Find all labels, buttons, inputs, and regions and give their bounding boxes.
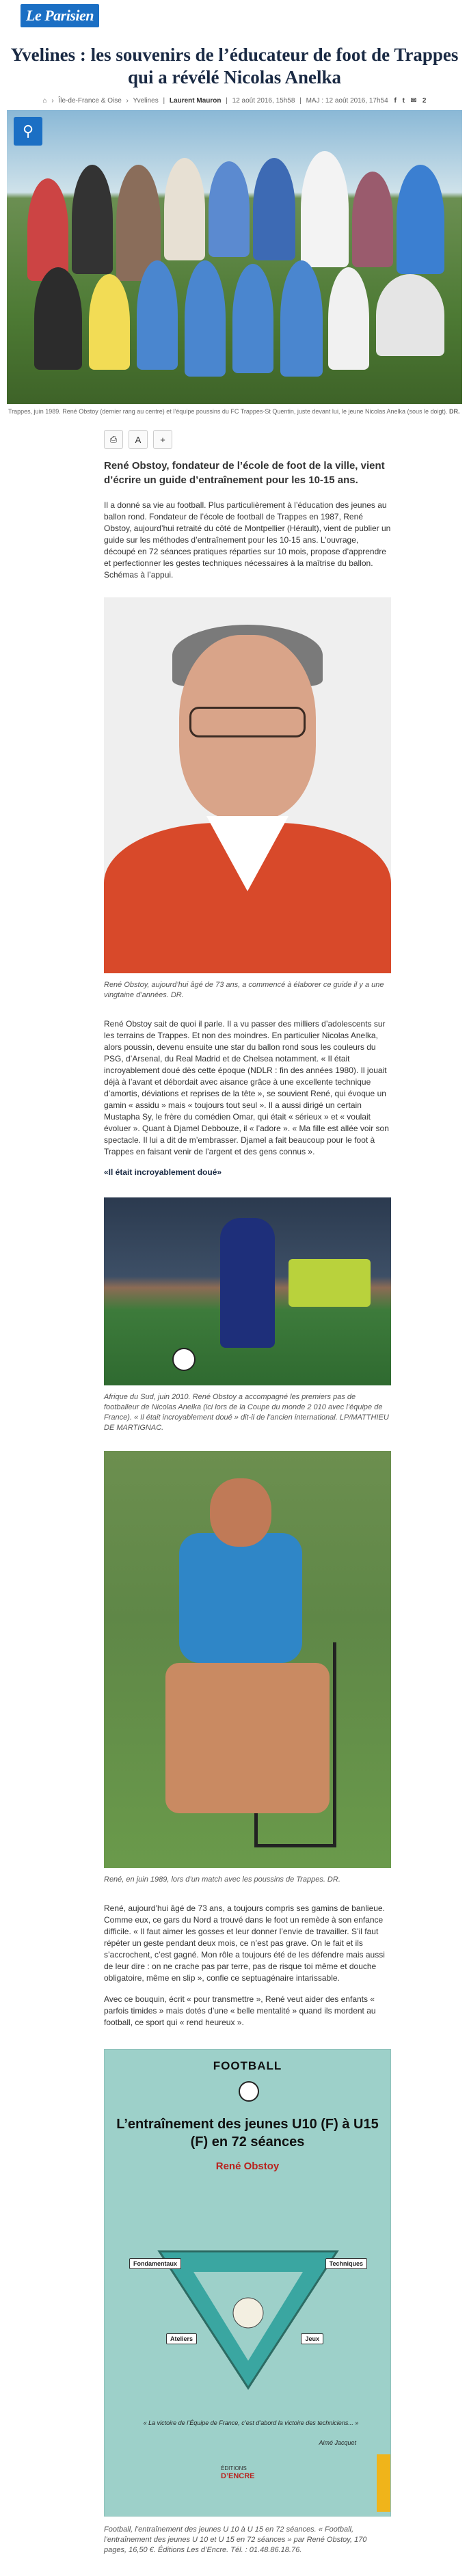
- hero-caption: Trappes, juin 1989. René Obstoy (dernier rang au centre) et l’équipe poussins du FC Trappes-St Quentin, juste devant lui, le jeune Nicolas Anelka (sous le doigt). DR.: [8, 408, 460, 415]
- author-name[interactable]: Laurent Mauron: [169, 97, 222, 105]
- publisher-label: ÉDITIONS: [221, 2465, 247, 2471]
- update-date: MAJ : 12 août 2016, 17h54: [306, 97, 388, 105]
- paragraph-4: Avec ce bouquin, écrit « pour transmettre », René veut aider des enfants « parfois timides » mais dotés d’une « belle mentalité » quand ils mordent au football, ce sport qui « rend heureux ».: [104, 1994, 376, 2027]
- soccer-ball-icon: [172, 1348, 196, 1371]
- email-icon[interactable]: ✉: [410, 97, 417, 105]
- box-jeux: Jeux: [301, 2333, 323, 2344]
- article-title: Yvelines : les souvenirs de l’éducateur de foot de Trappes qui a révélé Nicolas Anelka: [10, 44, 459, 87]
- book-author: René Obstoy: [215, 2160, 280, 2172]
- twitter-icon[interactable]: t: [402, 97, 405, 105]
- home-icon[interactable]: ⌂: [42, 97, 47, 105]
- paragraph-3: René, aujourd’hui âgé de 73 ans, a toujours compris ses gamins de banlieue. Comme eux, ce gars du Nord a trouvé dans le foot un remède à son enfance difficile. « Il faut aimer les gosses et leur donner l’envie de travailler. S’il faut répéter un geste pendant deux mois, ce n’est pas grave. On le fait et ils s’accrochent, c’est gagné. Mon rôle a toujours été de les défendre mais aussi de leur dire : on ne crache pas par terre, pas de risque toi même et douche obligatoire, même en slip », confie ce septuagénaire intarissable.: [104, 1903, 385, 1983]
- paragraph-2: René Obstoy sait de quoi il parle. Il a vu passer des milliers d’adolescents sur les terrains de Trappes. Et non des moindres. En particulier Nicolas Anelka, alors poussin, devenu ensuite une star du ballon rond sous les couleurs du PSG, d’Arsenal, du Real Madrid et de Chelsea notamment. « Il était incroyablement doué dès cette époque (NDLR : fin des années 1980). Il jouait déjà à l’avant et débordait avec aisance grâce à une excellente technique d’amortis, déviations et reprises de la tête », se souvient René, qui évoque un gamin « assidu » mais « toujours tout seul ». Il a aussi dirigé un certain Mustapha Sy, le frère du comédien Omar, qui était « sérieux » et « voulait évoluer ». Quant à Djamel Debbouze, il « l’adore ». « Ma fille est allée voir son spectacle. Il lui a dit de m’embrasser. Djamel a fait beaucoup pour le foot à Trappes en faisant venir de l’argent et des gens connus ».: [104, 1019, 389, 1156]
- book-cover: [104, 2049, 391, 2517]
- portrait-photo: [104, 597, 391, 973]
- publisher-name: D’ENCRE: [221, 2472, 255, 2480]
- box-ateliers: Ateliers: [166, 2333, 197, 2344]
- caption-anelka: Afrique du Sud, juin 2010. René Obstoy a accompagné les premiers pas de footballeur de Nicolas Anelka (ici lors de la Coupe du monde 2 010 avec l’équipe de France). « Il était incroyablement doué » dit-il de l’ancien international. LP/MATTHIEU DE MARTIGNAC.: [104, 1393, 389, 1432]
- book-label: FOOTBALL: [213, 2059, 282, 2072]
- zoom-icon[interactable]: ⚲: [14, 117, 42, 146]
- hero-credit: DR.: [449, 408, 460, 415]
- print-icon[interactable]: ⎙: [104, 430, 123, 449]
- article-body: [104, 459, 391, 2576]
- breadcrumb-region[interactable]: Île-de-France & Oise: [58, 97, 122, 105]
- box-techniques: Techniques: [325, 2258, 367, 2269]
- paragraph-1: Il a donné sa vie au football. Plus particulièrement à l’éducation des jeunes au ballon rond. Fondateur de l’école de football de Trappes en 1987, René Obstoy, aujourd’hui retraité du côté de Montpellier (Hérault), vient de publier un guide sur les méthodes d’entraînement pour les 10-15 ans. L’ouvrage, découpé en 72 séances pratiques réparties sur 10 mois, propose d’apprendre et perfectionner les gestes techniques nécessaires à la maîtrise du ballon. Schémas à l’appui.: [104, 500, 391, 580]
- font-increase-button[interactable]: +: [153, 430, 172, 449]
- site-header: [0, 0, 469, 34]
- cover-band: [377, 2454, 390, 2512]
- comments-count[interactable]: 2: [422, 97, 427, 105]
- triangle-diagram-icon: [132, 2231, 364, 2402]
- article-meta: ⌂ › Île-de-France & Oise › Yvelines | Laurent Mauron | 12 août 2016, 15h58 | MAJ : 12 août 2016, 17h54 f t ✉ 2: [42, 97, 427, 105]
- team-photo: [7, 137, 462, 397]
- facebook-icon[interactable]: f: [394, 97, 397, 105]
- caption-1989: René, en juin 1989, lors d’un match avec les poussins de Trappes. DR.: [104, 1875, 340, 1884]
- caption-book: Football, l’entraînement des jeunes U 10 à U 15 en 72 séances. « Football, l’entraînement des jeunes U 10 et U 15 en 72 séances » par René Obstoy, 170 pages, 16,50 €. Éditions Les d’Encre. Tél. : 01.48.86.18.76.: [104, 2525, 367, 2554]
- training-diagram: [132, 2231, 364, 2402]
- book-quote: « La victoire de l’Équipe de France, c’est d’abord la victoire des techniciens... »: [143, 2419, 359, 2426]
- article-lead: René Obstoy, fondateur de l’école de foot de la ville, vient d’écrire un guide d’entraînement pour les 10-15 ans.: [104, 460, 385, 486]
- subheading: «Il était incroyablement doué»: [104, 1167, 222, 1177]
- le-parisien-logo[interactable]: Le Parisien: [21, 4, 99, 27]
- font-size-button[interactable]: A: [129, 430, 148, 449]
- soccer-ball-icon: [239, 2081, 259, 2102]
- book-title: L’entraînement des jeunes U10 (F) à U15 (F) en 72 séances: [116, 2117, 379, 2150]
- article-toolbar: [0, 430, 469, 459]
- breadcrumb-section[interactable]: Yvelines: [133, 97, 159, 105]
- caption-portrait: René Obstoy, aujourd’hui âgé de 73 ans, a commencé à élaborer ce guide il y a une vingtaine d’années. DR.: [104, 981, 384, 999]
- hero-image: [7, 110, 462, 404]
- box-fondamentaux: Fondamentaux: [129, 2258, 181, 2269]
- anelka-photo: [104, 1197, 391, 1385]
- publish-date: 12 août 2016, 15h58: [232, 97, 295, 105]
- coach-1989-photo: [104, 1451, 391, 1868]
- book-quote-author: Aimé Jacquet: [319, 2439, 356, 2446]
